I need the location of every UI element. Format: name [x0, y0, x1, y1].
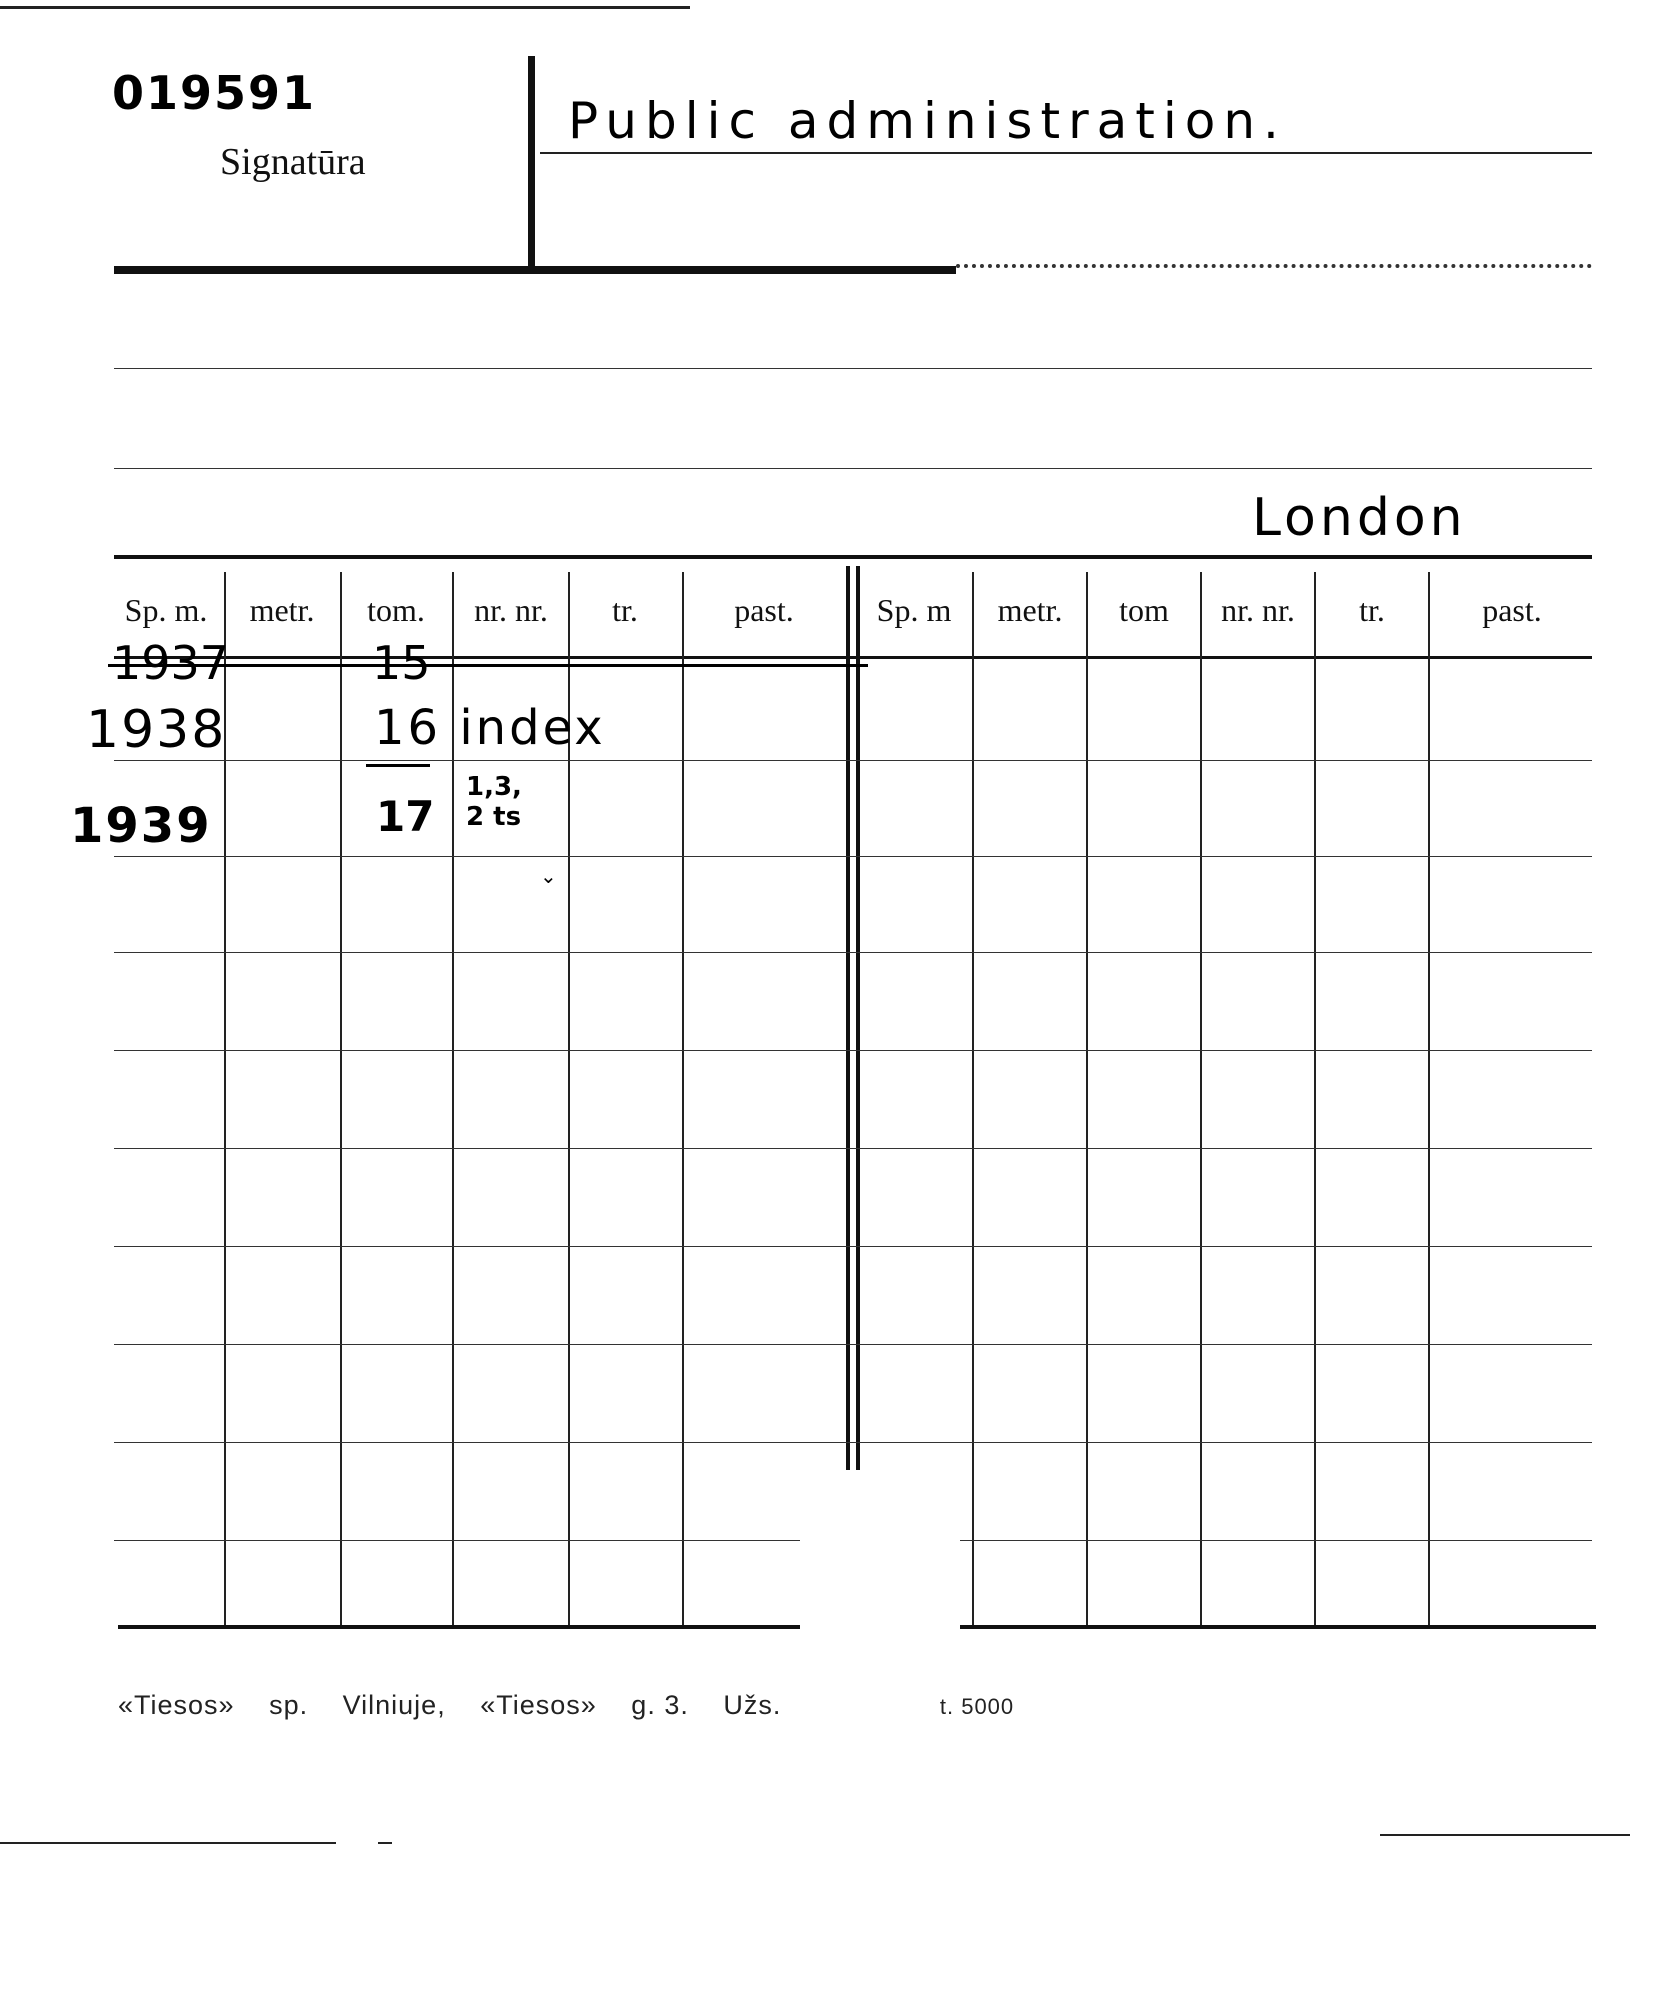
col-header-past-right: past.: [1482, 592, 1542, 628]
col-line: [972, 572, 974, 1627]
row-1939-tom: 17: [376, 792, 435, 841]
card-bottom-edge: [0, 1842, 336, 1844]
col-header-sp-m: Sp. m.: [124, 592, 208, 628]
col-header-nr-nr-right: nr. nr.: [1221, 592, 1295, 628]
table-top-rule: [114, 555, 1592, 559]
footer-order: Užs.: [723, 1690, 782, 1720]
row-1939-nr: 1,3, 2 ts: [466, 772, 522, 832]
footer-copies: t. 5000: [939, 1694, 1015, 1719]
row-1938-tom: 16 index: [374, 700, 606, 756]
row-rule: [114, 1050, 1592, 1051]
col-header-nr-nr: nr. nr.: [474, 592, 548, 628]
col-header-tr: tr.: [612, 592, 638, 628]
header-thick-rule: [114, 266, 956, 274]
header-thin-rule: [956, 264, 1592, 268]
row-rule: [114, 952, 1592, 953]
col-header-tr-right: tr.: [1359, 592, 1385, 628]
footer-street-no: g. 3.: [631, 1690, 689, 1720]
col-header-metr-right: metr.: [997, 592, 1063, 628]
place-name: London: [1252, 488, 1467, 548]
printer-footer: [118, 1690, 1040, 1721]
row-rule: [114, 1246, 1592, 1247]
card-bottom-edge: [378, 1842, 392, 1844]
table-center-divider: [856, 566, 860, 1476]
check-mark-icon: ⌄: [540, 864, 557, 888]
row-1938-tom-underline: [366, 764, 430, 767]
torn-blank-area: [800, 1470, 960, 1670]
row-rule: [114, 1344, 1592, 1345]
col-line: [682, 572, 684, 1627]
table-center-divider: [846, 566, 850, 1476]
col-line: [1428, 572, 1430, 1627]
card-top-edge: [0, 6, 690, 9]
row-1939-year: 1939: [70, 798, 212, 854]
subject-title: Public administration.: [568, 92, 1287, 150]
footer-sp: sp.: [269, 1690, 309, 1720]
ruled-line-2: [114, 468, 1592, 469]
col-line: [340, 572, 342, 1627]
row-rule: [114, 1148, 1592, 1149]
title-underline: [540, 152, 1592, 154]
row-1937-strike: [108, 664, 868, 667]
row-rule: [114, 1442, 1592, 1443]
col-line: [1314, 572, 1316, 1627]
footer-street: «Tiesos»: [480, 1690, 597, 1720]
footer-city: Vilniuje,: [342, 1690, 446, 1720]
col-header-sp-m-right: Sp. m: [876, 592, 952, 628]
card-number: 019591: [112, 66, 317, 120]
col-line: [1086, 572, 1088, 1627]
footer-publisher: «Tiesos»: [118, 1690, 235, 1720]
col-header-tom: tom.: [367, 592, 425, 628]
signature-label: Signatūra: [220, 141, 366, 183]
card-bottom-edge: [1380, 1834, 1630, 1836]
row-1938-year: 1938: [86, 700, 227, 760]
row-rule: [114, 856, 1592, 857]
row-1937-year: 1937: [112, 636, 230, 690]
col-header-metr: metr.: [249, 592, 315, 628]
col-header-tom-right: tom: [1119, 592, 1169, 628]
row-1937-tom: 15: [372, 636, 431, 690]
header-divider: [528, 56, 535, 266]
ruled-line-1: [114, 368, 1592, 369]
col-line: [1200, 572, 1202, 1627]
col-header-past: past.: [734, 592, 794, 628]
table-header-rule: [114, 656, 1592, 659]
row-rule: [114, 760, 1592, 761]
